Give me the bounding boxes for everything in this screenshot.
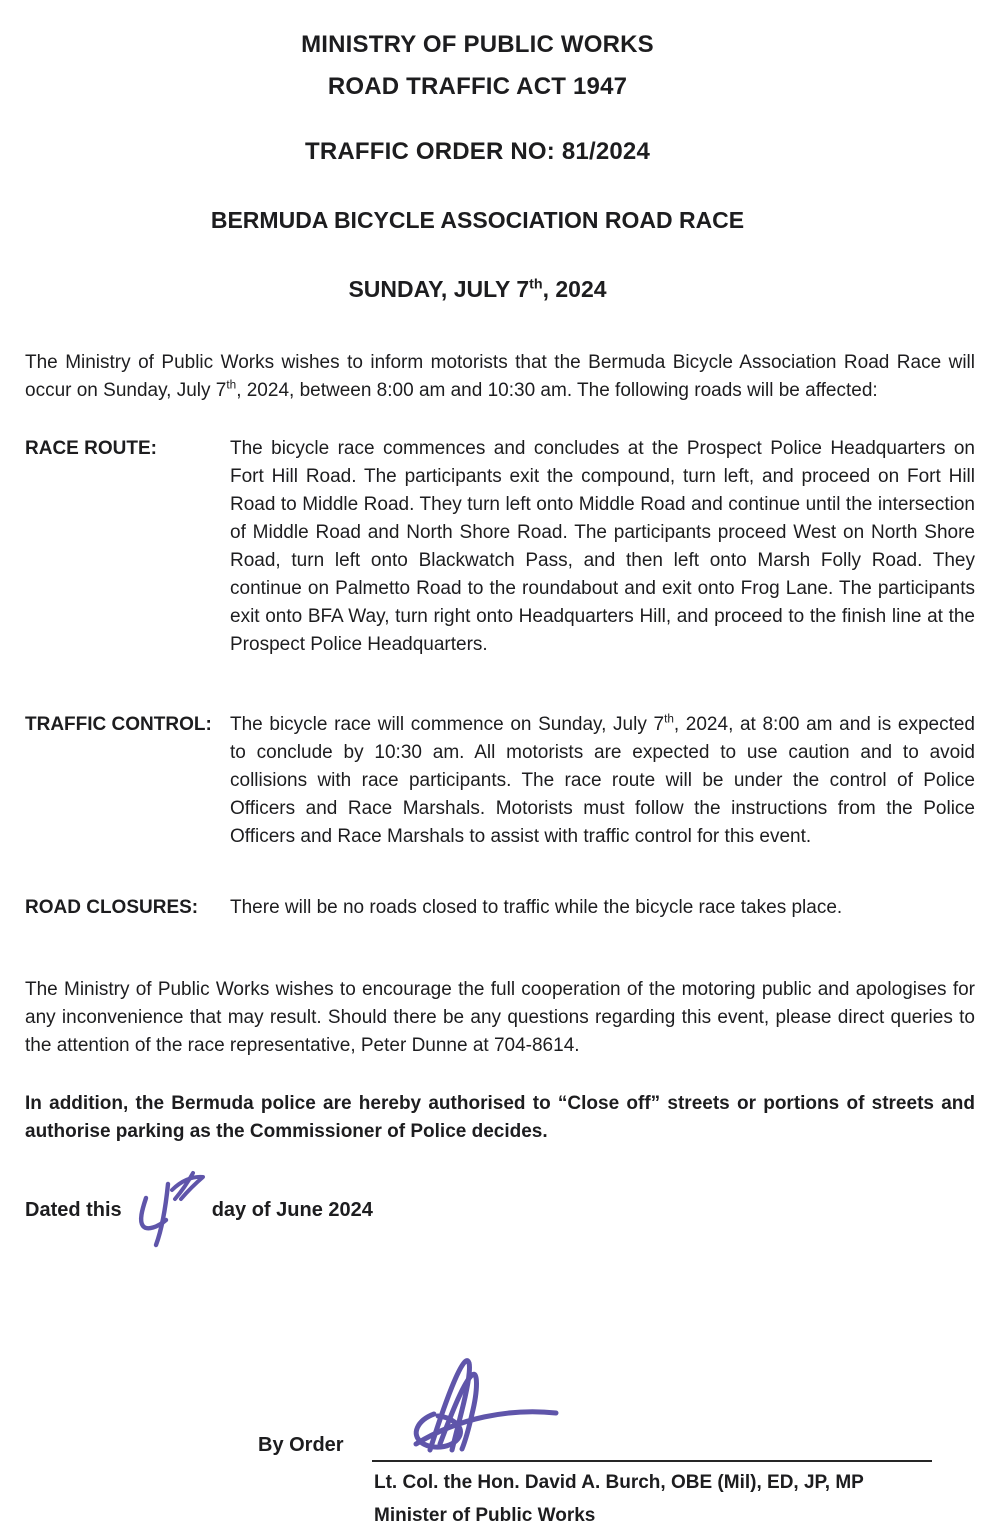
dated-line xyxy=(25,1194,975,1224)
road-closures-label: ROAD CLOSURES: xyxy=(25,897,199,918)
race-route-label: RACE ROUTE: xyxy=(25,438,157,459)
ministry-title: MINISTRY OF PUBLIC WORKS xyxy=(301,31,654,58)
section-traffic-control xyxy=(25,711,975,851)
authorisation-note: In addition, the Bermuda police are hereby authorised to “Close off” streets or portions of streets and authorise parking as the Commissioner of Police decides. xyxy=(25,1093,975,1142)
race-route-body: The bicycle race commences and concludes at the Prospect Police Headquarters on Fort Hill Road. The participants exit the compound, turn left, and proceed on Fort Hill Road to Middle Road. They turn left onto Middle Road and continue until the intersection of Middle Road and North Shore Road. The participants proceed West on North Shore Road, turn left onto Blackwatch Pass, and then left onto Marsh Folly Road. They continue on Palmetto Road to the roundabout and exit onto Frog Lane. The participants exit onto BFA Way, turn right onto Headquarters Hill, and proceed to the finish line at the Prospect Police Headquarters. xyxy=(230,438,975,655)
signature-ink xyxy=(398,1350,563,1458)
signature-line xyxy=(372,1460,932,1462)
intro-sup: th xyxy=(226,378,237,392)
signature-area xyxy=(0,1350,1000,1533)
signatory-name: Lt. Col. the Hon. David A. Burch, OBE (Mil), ED, JP, MP xyxy=(374,1472,864,1493)
event-date-pre: SUNDAY, JULY 7 xyxy=(348,276,530,302)
event-title: BERMUDA BICYCLE ASSOCIATION ROAD RACE xyxy=(210,207,745,233)
traffic-control-sup: th xyxy=(664,712,674,726)
by-order-label: By Order xyxy=(258,1434,344,1456)
handwritten-day-ink xyxy=(132,1168,208,1248)
traffic-control-pre: The bicycle race will commence on Sunday, July 7 xyxy=(230,714,665,735)
order-number: TRAFFIC ORDER NO: 81/2024 xyxy=(304,138,651,165)
signatory-title: Minister of Public Works xyxy=(374,1505,596,1526)
section-race-route xyxy=(25,435,975,659)
event-date-sup: th xyxy=(529,276,543,293)
traffic-control-label: TRAFFIC CONTROL: xyxy=(25,714,212,735)
event-date-post: , 2024 xyxy=(542,276,607,302)
intro-pre: The Ministry of Public Works wishes to inform motorists that the Bermuda Bicycle Association Road Race will occur on Sunday, July 7 xyxy=(25,352,975,401)
dated-prefix: Dated this xyxy=(25,1199,122,1221)
road-closures-body: There will be no roads closed to traffic while the bicycle race takes place. xyxy=(230,897,843,918)
traffic-control-body xyxy=(230,711,975,851)
intro-paragraph xyxy=(25,349,975,405)
closing-paragraph: The Ministry of Public Works wishes to encourage the full cooperation of the motoring public and apologises for any inconvenience that may result. Should there be any questions regarding this event, please direct queries to the attention of the race representative, Peter Dunne at 704-8614. xyxy=(25,979,975,1056)
traffic-control-post: , 2024, at 8:00 am and is expected to conclude by 10:30 am. All motorists are expected to use caution and to avoid collisions with race participants. The race route will be under the control of Police Officers and Race Marshals. Motorists must follow the instructions from the Police Officers and Race Marshals to assist with traffic control for this event. xyxy=(230,714,975,847)
act-title: ROAD TRAFFIC ACT 1947 xyxy=(327,73,628,100)
section-road-closures xyxy=(25,894,975,922)
document-header xyxy=(25,30,975,303)
intro-post: , 2024, between 8:00 am and 10:30 am. The following roads will be affected: xyxy=(236,380,878,401)
dated-suffix: day of June 2024 xyxy=(211,1199,373,1221)
event-date xyxy=(25,276,930,303)
